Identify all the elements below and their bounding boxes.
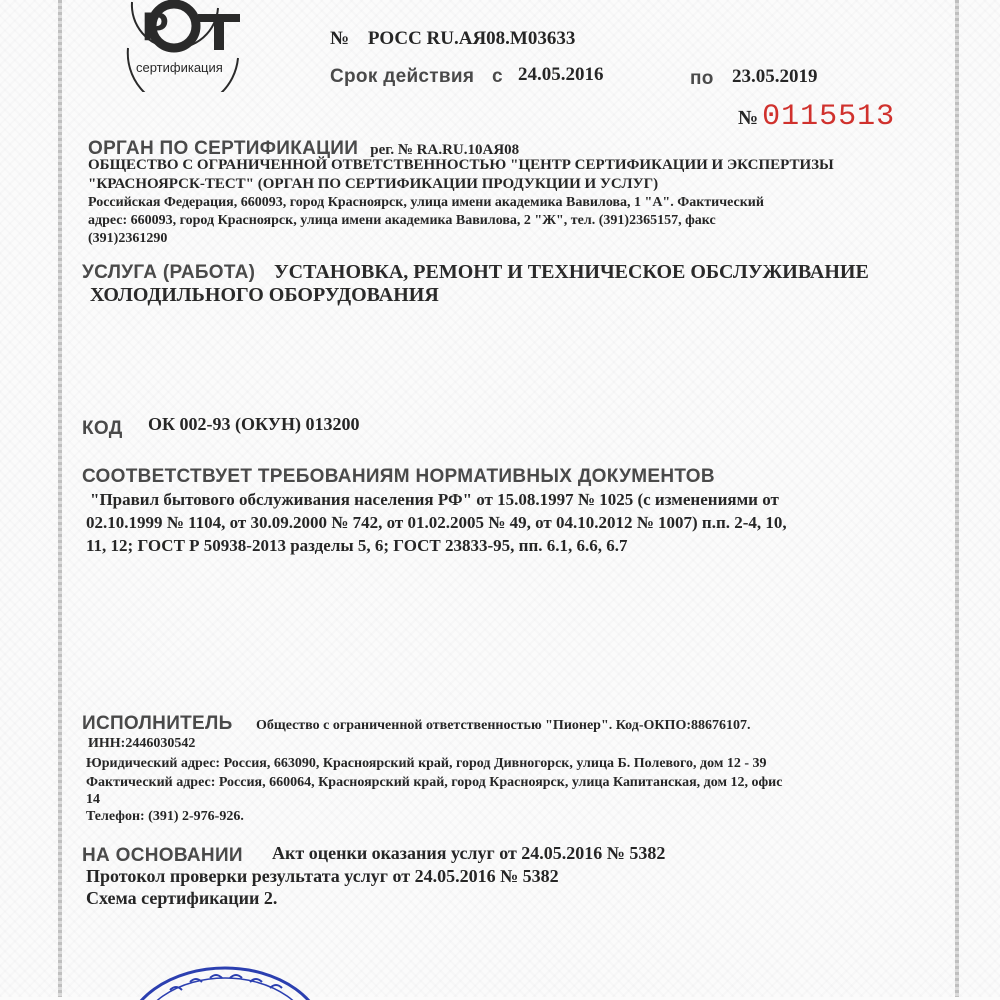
service-label: УСЛУГА (РАБОТА) — [82, 262, 256, 283]
certification-body-label: ОРГАН ПО СЕРТИФИКАЦИИ — [88, 138, 359, 159]
compliance-line-3: 11, 12; ГОСТ Р 50938-2013 разделы 5, 6; ГОСТ 23833-95, пп. 6.1, 6.6, 6.7 — [86, 536, 628, 555]
code-value: ОК 002-93 (ОКУН) 013200 — [148, 414, 360, 434]
certification-body-name-2: "КРАСНОЯРСК-ТЕСТ" (ОРГАН ПО СЕРТИФИКАЦИИ ПРОДУКЦИИ И УСЛУГ) — [88, 176, 659, 192]
seal-stamp — [110, 960, 340, 1000]
certification-body-address-2: адрес: 660093, город Красноярск, улица имени академика Вавилова, 2 "Ж", тел. (391)2365157, факс — [88, 213, 716, 228]
code-label: КОД — [82, 418, 123, 439]
registration-number: рег. № RA.RU.10АЯ08 — [370, 142, 520, 158]
certification-body-name-1: ОБЩЕСТВО С ОГРАНИЧЕННОЙ ОТВЕТСТВЕННОСТЬЮ "ЦЕНТР СЕРТИФИКАЦИИ И ЭКСПЕРТИЗЫ — [88, 157, 834, 173]
executor-label: ИСПОЛНИТЕЛЬ — [82, 713, 233, 734]
certificate-number: РОСС RU.АЯ08.М03633 — [367, 28, 576, 49]
executor-line-1: Общество с ограниченной ответственностью "Пионер". Код-ОКПО:88676107. — [256, 718, 751, 733]
certification-body-address-1: Российская Федерация, 660093, город Красноярск, улица имени академика Вавилова, 1 "А". Фактический — [88, 195, 764, 210]
executor-inn: ИНН:2446030542 — [88, 736, 196, 751]
basis-line-2: Протокол проверки результата услуг от 24.05.2016 № 5382 — [86, 866, 559, 886]
executor-phone: Телефон: (391) 2-976-926. — [86, 809, 244, 824]
certification-body-address-3: (391)2361290 — [88, 231, 168, 246]
executor-legal-address: Юридический адрес: Россия, 663090, Красноярский край, город Дивногорск, улица Б. Полевого, дом 12 - 39 — [86, 756, 767, 771]
compliance-label: СООТВЕТСТВУЕТ ТРЕБОВАНИЯМ НОРМАТИВНЫХ ДОКУМЕНТОВ — [82, 466, 715, 487]
service-line-2: ХОЛОДИЛЬНОГО ОБОРУДОВАНИЯ — [90, 284, 439, 306]
serial-number: 0115513 — [762, 100, 896, 134]
number-prefix: № — [330, 28, 350, 49]
validity-from-word: с — [492, 66, 503, 87]
compliance-line-2: 02.10.1999 № 1104, от 30.09.2000 № 742, от 01.02.2005 № 49, от 04.10.2012 № 1007) п.п. 2-4, 10, — [86, 513, 787, 532]
basis-label: НА ОСНОВАНИИ — [82, 845, 243, 866]
validity-to-word: по — [690, 68, 714, 89]
svg-text:Р: Р — [142, 5, 169, 49]
executor-actual-address-cont: 14 — [86, 792, 100, 807]
compliance-line-1: "Правил бытового обслуживания населения РФ" от 15.08.1997 № 1025 (с изменениями от — [90, 490, 779, 509]
executor-actual-address: Фактический адрес: Россия, 660064, Красноярский край, город Красноярск, улица Капитанская, дом 12, офис — [86, 775, 783, 790]
basis-line-1: Акт оценки оказания услуг от 24.05.2016 № 5382 — [272, 843, 666, 863]
right-ornament-border — [955, 0, 959, 997]
validity-to-date: 23.05.2019 — [732, 66, 818, 87]
validity-label: Срок действия — [330, 66, 475, 87]
service-line-1: УСТАНОВКА, РЕМОНТ И ТЕХНИЧЕСКОЕ ОБСЛУЖИВАНИЕ — [274, 261, 869, 283]
certification-logo — [118, 0, 248, 92]
left-ornament-border — [58, 0, 62, 997]
basis-line-3: Схема сертификации 2. — [86, 888, 278, 908]
validity-from-date: 24.05.2016 — [518, 64, 604, 85]
serial-prefix: № — [738, 107, 759, 129]
logo-caption: сертификация — [136, 60, 223, 75]
